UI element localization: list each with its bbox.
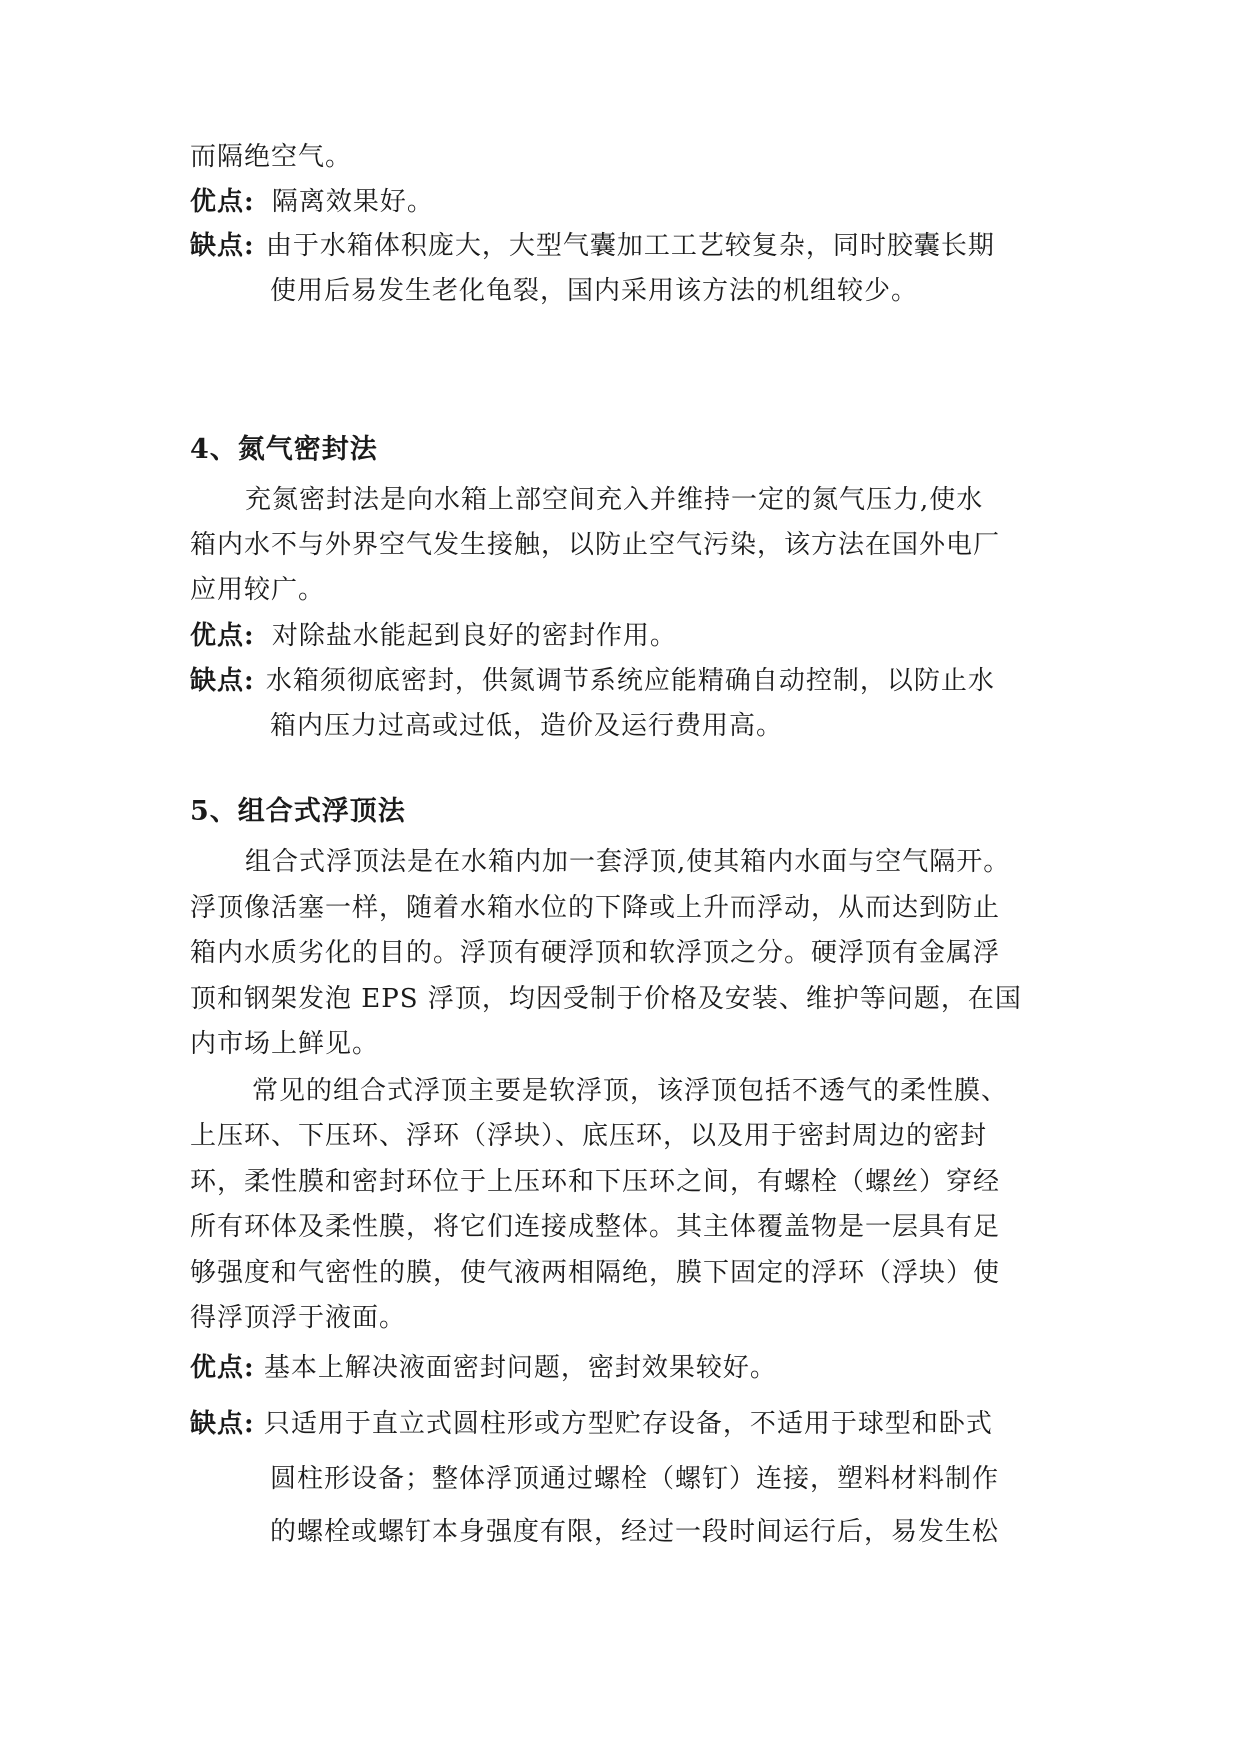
paragraph-line — [190, 933, 1070, 973]
disadvantage-label: 缺点: — [190, 666, 255, 696]
disadvantage-label: 缺点: — [190, 1409, 255, 1439]
paragraph-line — [252, 1071, 1132, 1111]
heading-text: 5、组合式浮顶法 — [190, 796, 406, 827]
paragraph-line — [190, 137, 1070, 177]
line-text: 圆柱形设备；整体浮顶通过螺栓（螺钉）连接，塑料材料制作 — [270, 1464, 1000, 1494]
line-text: 对除盐水能起到良好的密封作用。 — [271, 621, 677, 651]
line-text: 箱内压力过高或过低，造价及运行费用高。 — [270, 711, 784, 741]
paragraph-line — [190, 525, 1070, 565]
line-text: 隔离效果好。 — [271, 187, 434, 217]
line-text: 充氮密封法是向水箱上部空间充入并维持一定的氮气压力,使水 — [245, 485, 984, 515]
advantage-label: 优点: — [190, 187, 255, 217]
advantage-line — [190, 182, 1070, 222]
line-text: 常见的组合式浮顶主要是软浮顶，该浮顶包括不透气的柔性膜、 — [252, 1076, 1009, 1106]
paragraph-line — [190, 570, 1070, 610]
advantage-line — [190, 616, 1070, 656]
line-text: 顶和钢架发泡 EPS 浮顶，均因受制于价格及安装、维护等问题，在国 — [190, 984, 1022, 1014]
advantage-label: 优点: — [190, 1353, 255, 1383]
paragraph-line — [270, 706, 1150, 746]
line-text: 的螺栓或螺钉本身强度有限，经过一段时间运行后，易发生松 — [270, 1517, 1000, 1547]
line-text: 够强度和气密性的膜，使气液两相隔绝，膜下固定的浮环（浮块）使 — [190, 1258, 1001, 1288]
paragraph-line — [190, 888, 1070, 928]
line-text: 内市场上鲜见。 — [190, 1029, 380, 1059]
line-text: 箱内水质劣化的目的。浮顶有硬浮顶和软浮顶之分。硬浮顶有金属浮 — [190, 938, 1001, 968]
line-text: 环，柔性膜和密封环位于上压环和下压环之间，有螺栓（螺丝）穿经 — [190, 1167, 1001, 1197]
line-text: 组合式浮顶法是在水箱内加一套浮顶,使其箱内水面与空气隔开。 — [245, 847, 1011, 877]
advantage-label: 优点: — [190, 621, 255, 651]
paragraph-line — [190, 1162, 1070, 1202]
line-text: 基本上解决液面密封问题，密封效果较好。 — [263, 1353, 777, 1383]
heading-text: 4、氮气密封法 — [190, 434, 378, 465]
disadvantage-label: 缺点: — [190, 231, 255, 261]
advantage-line — [190, 1348, 1070, 1388]
line-text: 只适用于直立式圆柱形或方型贮存设备，不适用于球型和卧式 — [263, 1409, 993, 1439]
disadvantage-line — [190, 1404, 1070, 1444]
line-text: 使用后易发生老化龟裂，国内采用该方法的机组较少。 — [270, 276, 919, 306]
line-text: 而隔绝空气。 — [190, 142, 353, 172]
line-text: 得浮顶浮于液面。 — [190, 1303, 407, 1333]
line-text: 所有环体及柔性膜，将它们连接成整体。其主体覆盖物是一层具有足 — [190, 1212, 1001, 1242]
paragraph-line — [270, 1512, 1150, 1552]
paragraph-line — [190, 1116, 1070, 1156]
line-text: 上压环、下压环、浮环（浮块）、底压环，以及用于密封周边的密封 — [190, 1121, 988, 1151]
paragraph-line — [270, 271, 1150, 311]
line-text: 箱内水不与外界空气发生接触，以防止空气污染，该方法在国外电厂 — [190, 530, 1001, 560]
paragraph-line — [190, 1298, 1070, 1338]
line-text: 水箱须彻底密封，供氮调节系统应能精确自动控制，以防止水 — [265, 666, 995, 696]
paragraph-line — [245, 480, 1125, 520]
paragraph-line — [190, 979, 1070, 1019]
paragraph-line — [245, 842, 1125, 882]
paragraph-line — [190, 1024, 1070, 1064]
line-text: 浮顶像活塞一样，随着水箱水位的下降或上升而浮动，从而达到防止 — [190, 893, 1001, 923]
section-heading-4 — [190, 430, 1070, 470]
paragraph-line — [190, 1207, 1070, 1247]
paragraph-line — [190, 1253, 1070, 1293]
disadvantage-line — [190, 226, 1070, 266]
disadvantage-line — [190, 661, 1070, 701]
section-heading-5 — [190, 792, 1070, 832]
paragraph-line — [270, 1459, 1150, 1499]
line-text: 应用较广。 — [190, 575, 326, 605]
line-text: 由于水箱体积庞大，大型气囊加工工艺较复杂，同时胶囊长期 — [265, 231, 995, 261]
